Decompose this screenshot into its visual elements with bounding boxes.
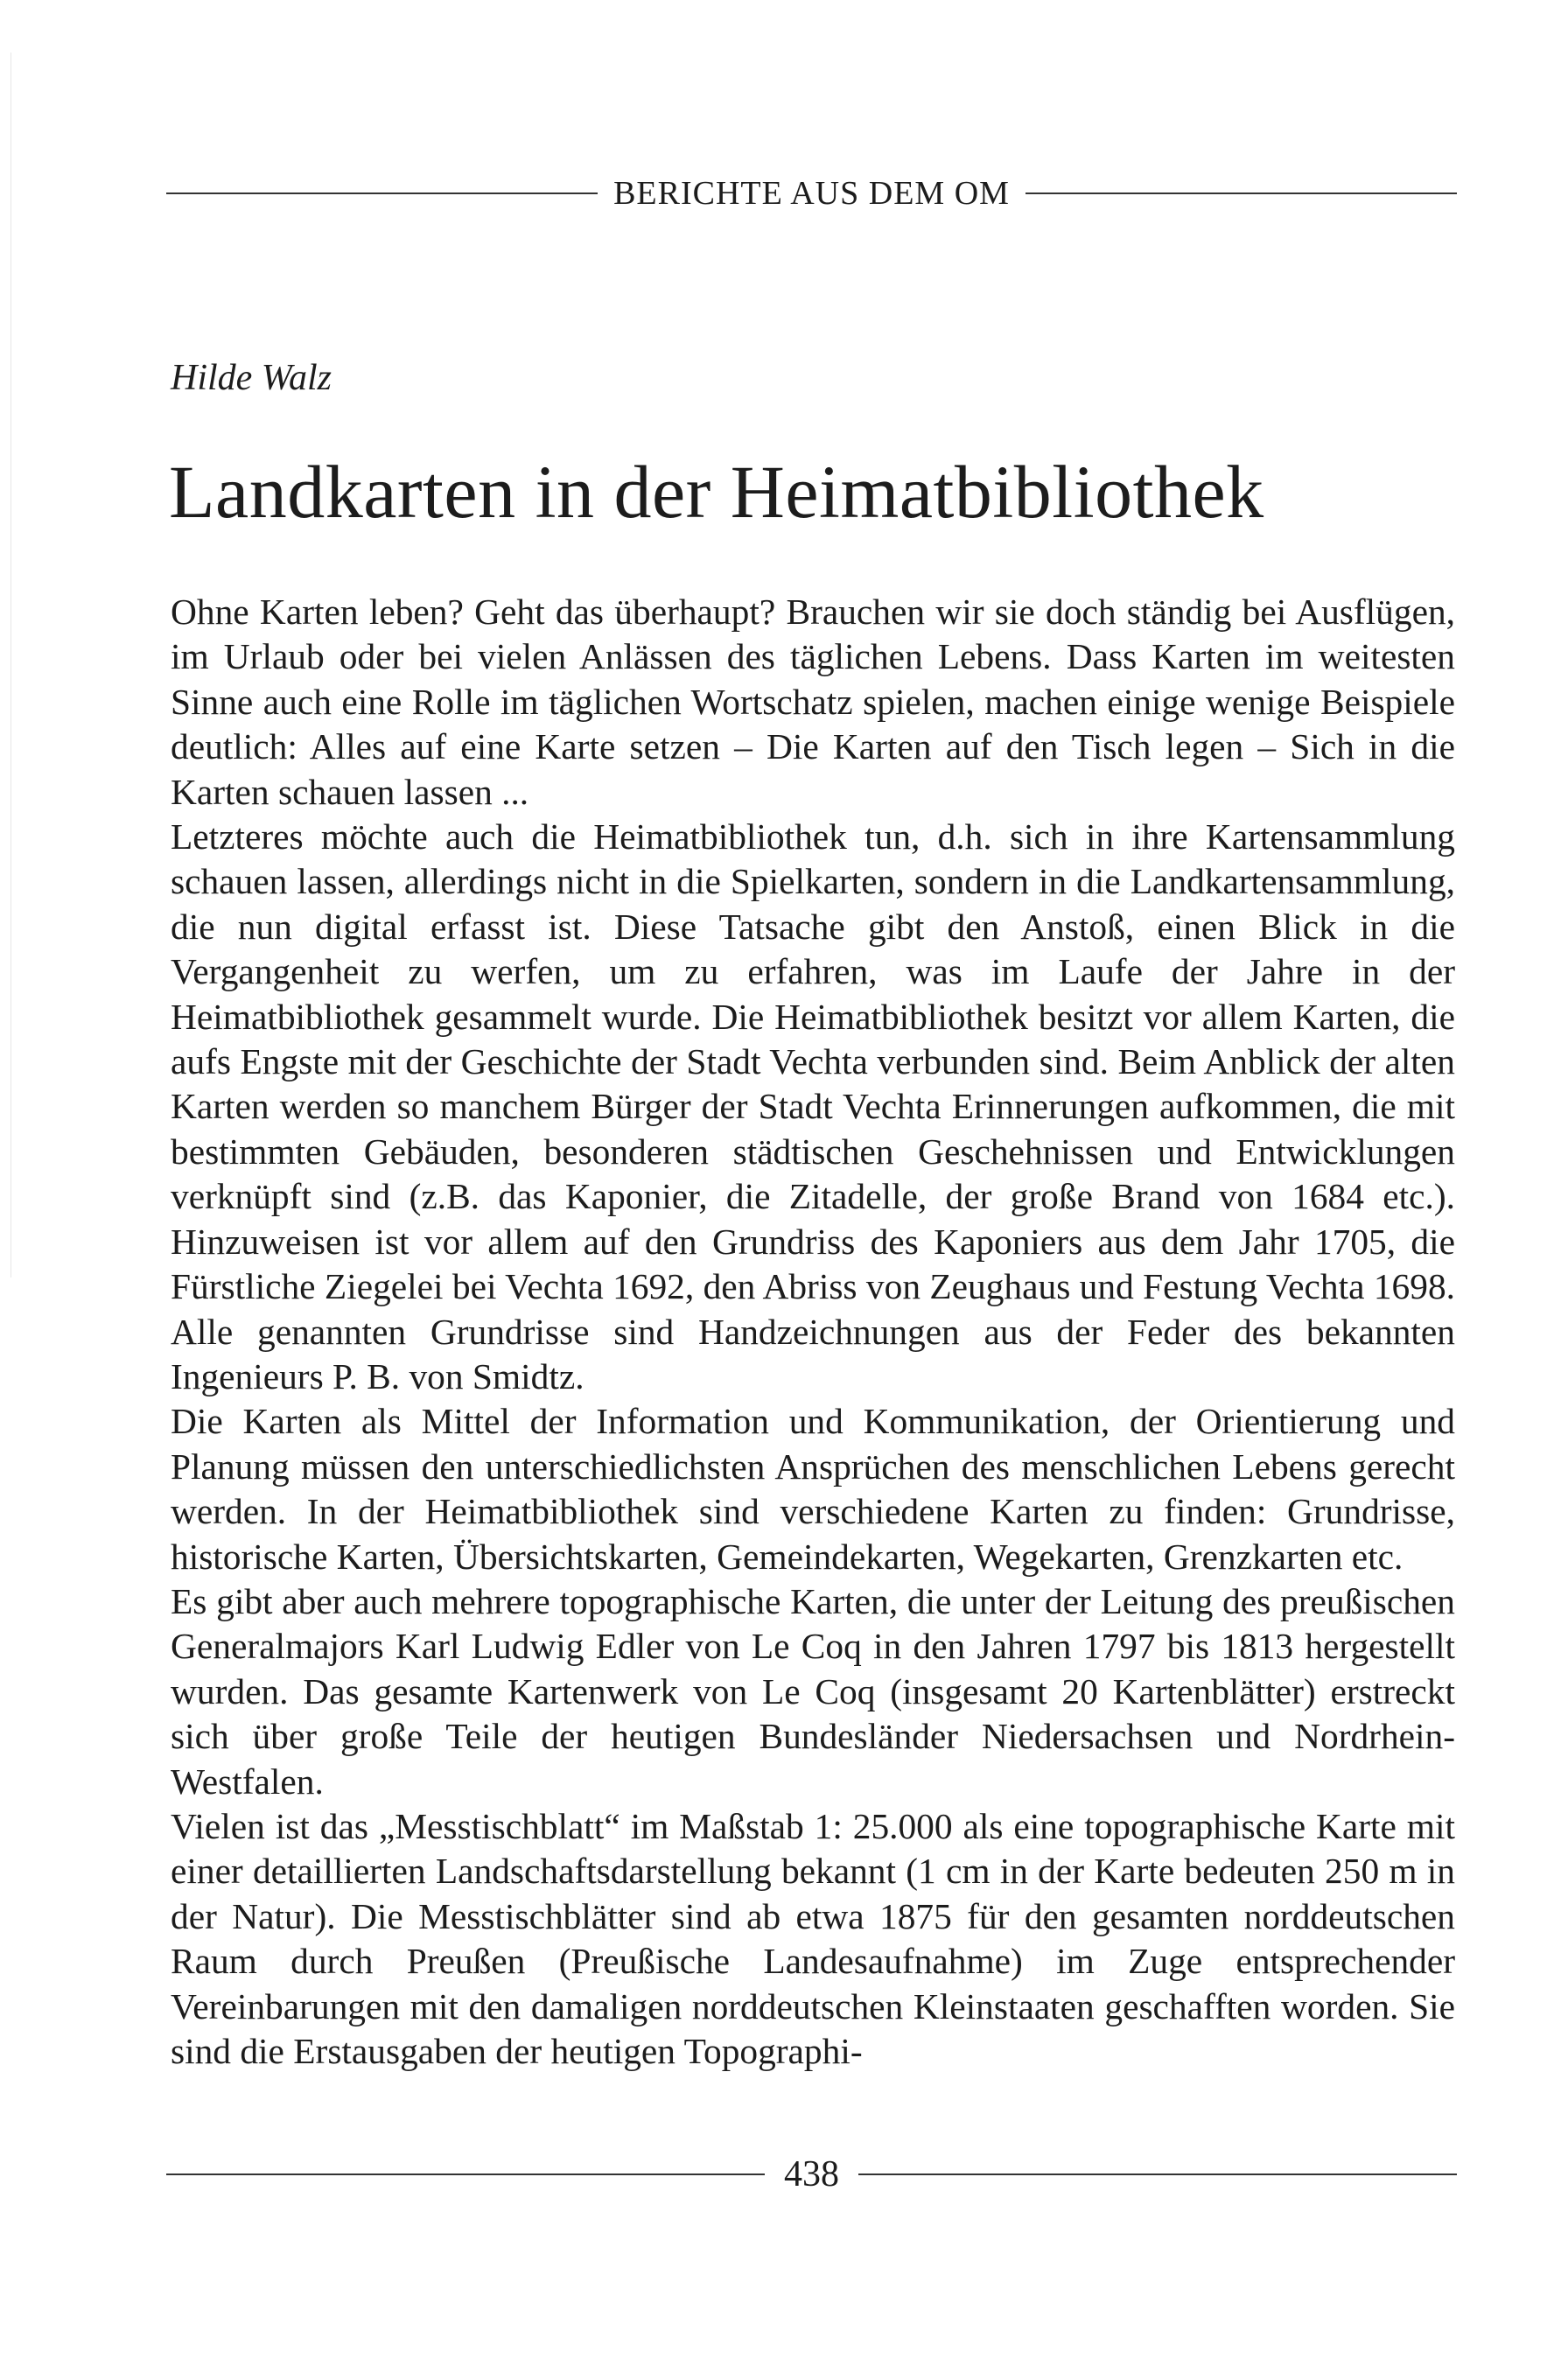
running-header-label: BERICHTE AUS DEM OM (613, 175, 1010, 212)
body-paragraph: Ohne Karten leben? Geht das überhaupt? Brauchen wir sie doch ständig bei Ausflügen, im Urlaub oder bei vielen Anlässen des täglichen Lebens. Dass Karten im weitesten Sinne auch eine Rolle im täglichen Wortschatz spielen, machen einige wenige Beispiele deutlich: Alles auf eine Karte setzen – Die Karten auf den Tisch legen – Sich in die Karten schauen lassen ... (171, 592, 1455, 812)
binding-edge-mark (10, 52, 13, 1278)
body-paragraph: Die Karten als Mittel der Information und Kommunikation, der Orientierung und Planung müssen den unterschiedlichsten Ansprüchen des menschlichen Lebens gerecht werden. In der Heimatbibliothek sind verschiedene Karten zu finden: Grundrisse, historische Karten, Übersichtskarten, Gemeindekarten, Wegekarten, Grenzkarten etc. (171, 1401, 1455, 1577)
article-body (171, 590, 1455, 2074)
footer-rule-right (858, 2174, 1457, 2175)
page-footer (166, 2148, 1457, 2201)
footer-rule-left (166, 2174, 765, 2175)
article-title: Landkarten in der Heimatbibliothek (169, 450, 1264, 534)
body-paragraph: Es gibt aber auch mehrere topographische Karten, die unter der Leitung des preußischen Generalmajors Karl Ludwig Edler von Le Coq in den Jahren 1797 bis 1813 hergestellt wurden. Das gesamte Kartenwerk von Le Coq (insgesamt 20 Kartenblätter) erstreckt sich über große Teile der heutigen Bundesländer Niedersachsen und Nordrhein-Westfalen. (171, 1580, 1455, 1802)
page-number: 438 (784, 2154, 839, 2194)
header-rule-left (166, 192, 598, 194)
header-rule-right (1026, 192, 1457, 194)
author-name: Hilde Walz (171, 358, 332, 398)
body-paragraph: Letzteres möchte auch die Heimatbibliothek tun, d.h. sich in ihre Kartensammlung schauen lassen, allerdings nicht in die Spielkarten, sondern in die Landkartensammlung, die nun digital erfasst ist. Diese Tatsache gibt den Anstoß, einen Blick in die Vergangenheit zu werfen, um zu erfahren, was im Laufe der Jahre in der Heimatbibliothek gesammelt wurde. Die Heimatbibliothek besitzt vor allem Karten, die aufs Engste mit der Geschichte der Stadt Vechta verbunden sind. Beim Anblick der alten Karten werden so manchem Bürger der Stadt Vechta Erinnerungen aufkommen, die mit bestimmten Gebäuden, besonderen städtischen Geschehnissen und Entwicklungen verknüpft sind (z.B. das Kaponier, die Zitadelle, der große Brand von 1684 etc.). Hinzuweisen ist vor allem auf den Grundriss des Kaponiers aus dem Jahr 1705, die Fürstliche Ziegelei bei Vechta 1692, den Abriss von Zeughaus und Festung Vechta 1698. Alle genannten Grundrisse sind Handzeichnungen aus der Feder des bekannten Ingenieurs P. B. von Smidtz. (171, 816, 1455, 1396)
running-header (166, 172, 1457, 215)
body-paragraph: Vielen ist das „Messtischblatt“ im Maßstab 1: 25.000 als eine topographische Karte mit einer detaillierten Landschaftsdarstellung bekannt (1 cm in der Karte bedeuten 250 m in der Natur). Die Messtischblätter sind ab etwa 1875 für den gesamten norddeutschen Raum durch Preußen (Preußische Landesaufnahme) im Zuge entsprechender Vereinbarungen mit den damaligen norddeutschen Kleinstaaten geschafften worden. Sie sind die Erstausgaben der heutigen Topographi- (171, 1805, 1455, 2071)
